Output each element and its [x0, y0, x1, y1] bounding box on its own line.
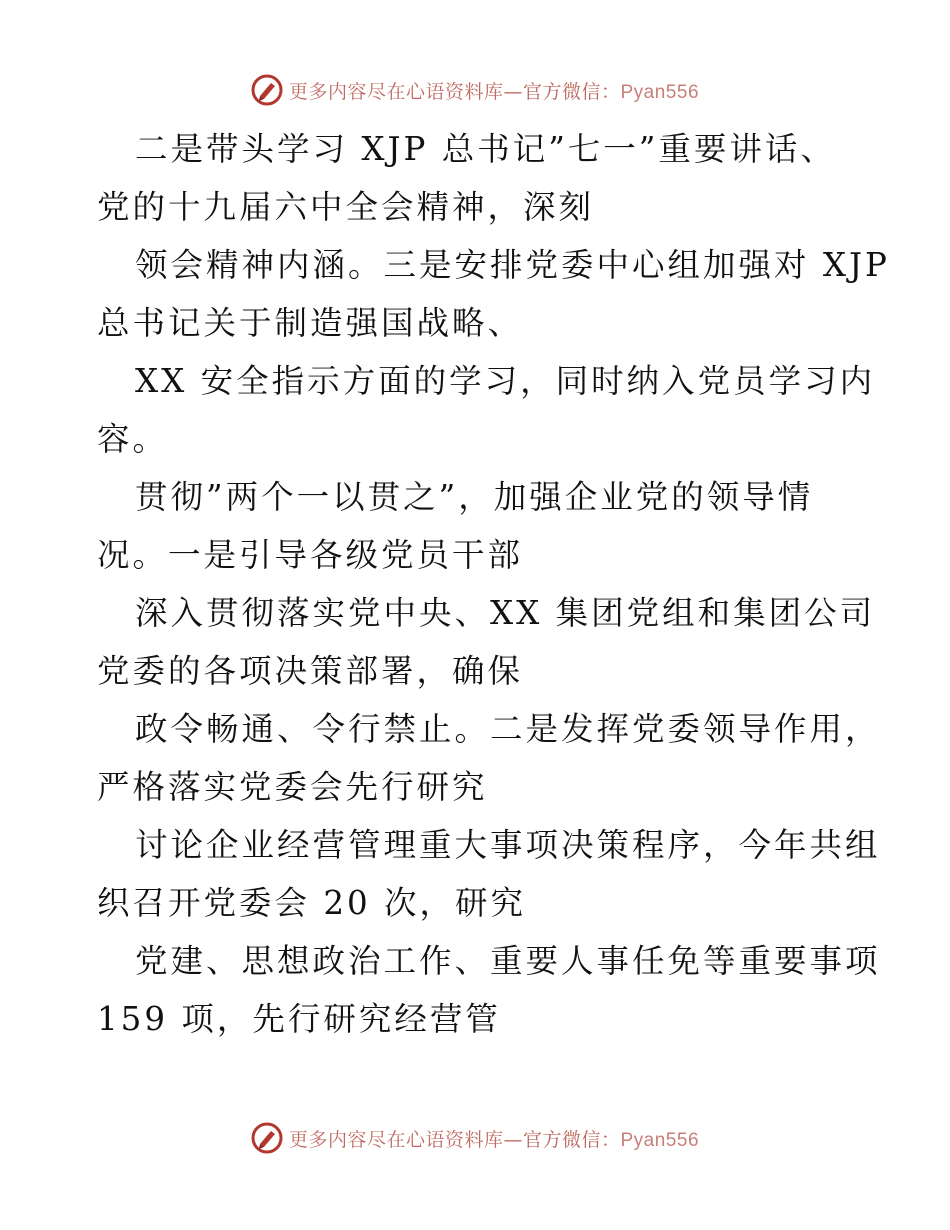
- pen-logo-icon: [251, 1122, 283, 1154]
- body-line: 二是带头学习 XJP 总书记”七一”重要讲话、: [135, 130, 836, 168]
- body-line: 讨论企业经营管理重大事项决策程序，今年共组: [135, 826, 881, 864]
- body-line: 党建、思想政治工作、重要人事任免等重要事项: [135, 942, 881, 980]
- header-banner: [0, 70, 950, 110]
- body-line: 领会精神内涵。三是安排党委中心组加强对 XJP: [135, 246, 890, 284]
- body-line: 深入贯彻落实党中央、XX 集团党组和集团公司: [135, 594, 876, 632]
- body-line: XX 安全指示方面的学习，同时纳入党员学习内: [135, 362, 876, 400]
- wechat-id: Pyan556: [620, 81, 700, 103]
- banner-dash: —: [503, 80, 523, 103]
- wechat-id: Pyan556: [620, 1129, 700, 1151]
- document-body: [97, 120, 890, 1048]
- banner-dash: —: [503, 1128, 523, 1151]
- footer-banner: [0, 1118, 950, 1158]
- site-name: 更多内容尽在心语资料库: [288, 1128, 504, 1151]
- pen-logo-icon: [251, 74, 283, 106]
- body-line: 党委的各项决策部署，确保: [97, 652, 524, 690]
- body-line: 容。: [97, 420, 169, 458]
- body-line: 总书记关于制造强国战略、: [97, 304, 524, 342]
- wechat-label: 官方微信：: [522, 80, 621, 103]
- site-name: 更多内容尽在心语资料库: [288, 80, 504, 103]
- body-line: 况。一是引导各级党员干部: [97, 536, 524, 574]
- body-line: 贯彻”两个一以贯之”，加强企业党的领导情: [135, 478, 814, 516]
- body-line: 严格落实党委会先行研究: [97, 768, 488, 806]
- wechat-label: 官方微信：: [522, 1128, 621, 1151]
- body-line: 党的十九届六中全会精神，深刻: [97, 188, 595, 226]
- banner-text: [289, 77, 699, 104]
- banner-text: [289, 1125, 699, 1152]
- body-line: 159 项，先行研究经营管: [97, 1000, 501, 1038]
- body-line: 织召开党委会 20 次，研究: [97, 884, 527, 922]
- body-line: 政令畅通、令行禁止。二是发挥党委领导作用，: [135, 710, 881, 748]
